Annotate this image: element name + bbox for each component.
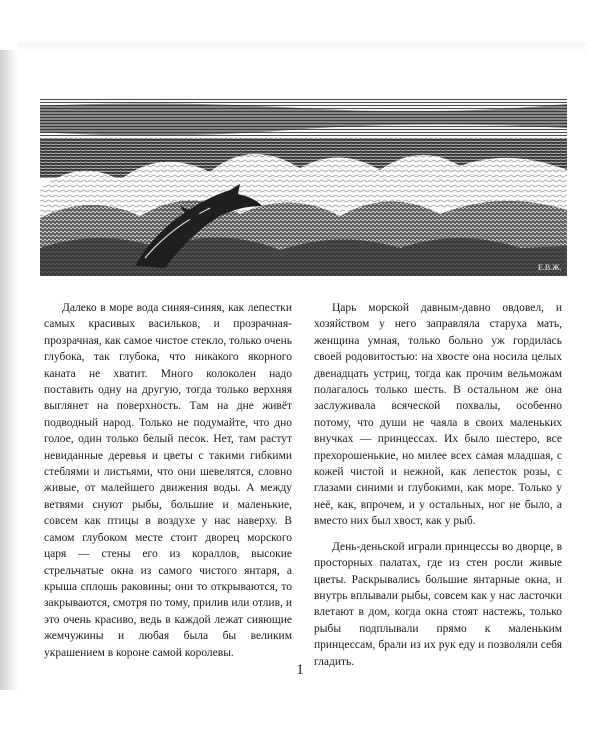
engraving-svg: [40, 98, 567, 276]
paragraph: Далеко в море вода синяя-синяя, как лепестки самых красивых васильков, и прозрачная-прозрачная, как самое чистое стекло, только очень глубока, так глубока, что никакого якорного каната не хватит. Много колоколен надо поставить одну на другую, тогда только верхняя выглянет на поверхность. Там на дне живёт подводный народ. Только не подумайте, что дно голое, один только белый песок. Нет, там растут невиданные деревья и цветы с такими гибкими стеблями и листьями, что они шевелятся, словно живые, от малейшего движения воды. А между ветвями снуют рыбы, большие и маленькие, совсем как птицы в воздухе у нас наверху. В самом глубоком месте стоит дворец морского царя — стены его из кораллов, высокие стрельчатые окна из самого чистого янтаря, а крыша сплошь раковины; они то открываются, то закрываются, смотря по тому, прилив или отлив, и это очень красиво, ведь в каждой лежат сияющие жемчужины и любая была бы великим украшением в короне самой королевы.: [44, 302, 292, 659]
page-top-shadow: [18, 42, 588, 56]
paragraph: День-деньской играли принцессы во дворце, в просторных палатах, где из стен росли живые цветы. Раскрывались большие янтарные окна, и внутрь вплывали рыбы, совсем как у нас ласточки влетают в дом, когда окна стоят настежь, только рыбы подплывали прямо к маленьким принцессам, брали из их рук еду и позволяли себя гладить.: [314, 540, 562, 668]
artist-signature: Е.В.Ж.: [538, 263, 562, 272]
sea-dolphin-illustration: [40, 98, 567, 276]
page-number: 1: [296, 662, 304, 678]
paragraph: Царь морской давным-давно овдовел, и хозяйством у него заправляла старуха мать, женщина умная, только больно уж гордилась своей родовитостью: на хвосте она носила целых двенадцать устриц, тогда как прочим вельможам полагалось только шесть. В остальном же она заслуживала всяческой похвалы, особенно потому, что души не чаяла в своих маленьких внучках — принцессах. Их было шестеро, все прехорошенькие, но милее всех самая младшая, с кожей чистой и нежной, как лепесток розы, с глазами синими и глубокими, как море. Только у неё, как, впрочем, и у остальных, ног не было, а вместо них был хвост, как у рыб.: [314, 302, 562, 528]
text-column-right: [314, 300, 562, 670]
page-edge-shadow: [0, 50, 18, 690]
text-column-left: [44, 300, 292, 661]
